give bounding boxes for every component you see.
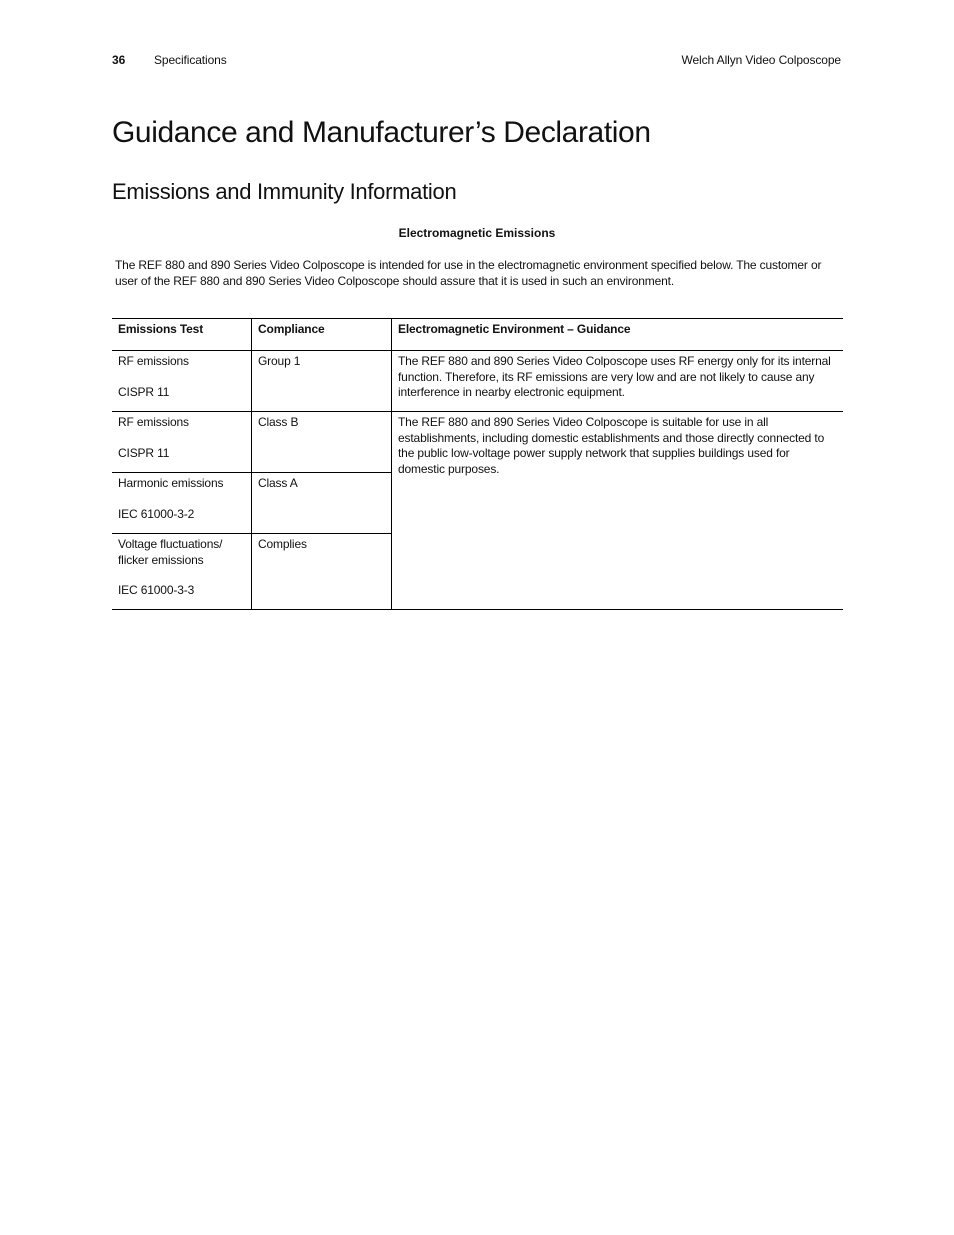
- compliance-cell: Group 1: [252, 351, 392, 412]
- test-name: RF emissions: [118, 354, 189, 368]
- emissions-test-cell: [112, 534, 252, 610]
- compliance-cell: Complies: [252, 534, 392, 610]
- column-header-guidance: Electromagnetic Environment – Guidance: [392, 319, 844, 351]
- section-name: Specifications: [154, 53, 227, 67]
- column-header-emissions-test: Emissions Test: [112, 319, 252, 351]
- page-title: Guidance and Manufacturer’s Declaration: [112, 116, 651, 149]
- product-name: Welch Allyn Video Colposcope: [681, 53, 841, 67]
- intro-paragraph: The REF 880 and 890 Series Video Colposcope is intended for use in the electromagnetic environment specified below. The customer or user of the REF 880 and 890 Series Video Colposcope should assure that it is used in such an environment.: [115, 258, 822, 288]
- test-standard: CISPR 11: [118, 384, 170, 399]
- emissions-test-cell: [112, 473, 252, 534]
- emissions-test-cell: [112, 412, 252, 473]
- test-standard: CISPR 11: [118, 445, 170, 460]
- compliance-cell: Class B: [252, 412, 392, 473]
- test-standard: IEC 61000-3-3: [118, 583, 195, 597]
- guidance-cell: The REF 880 and 890 Series Video Colposcope uses RF energy only for its internal function. Therefore, its RF emissions are very low and are not likely to cause any interference in nearby electronic equipment.: [392, 351, 844, 412]
- guidance-cell: The REF 880 and 890 Series Video Colposcope is suitable for use in all establishments, including domestic establishments and those directly connected to the public low-voltage power supply network that supplies buildings used for domestic purposes.: [392, 412, 844, 610]
- emissions-test-cell: [112, 351, 252, 412]
- emissions-table: [112, 318, 843, 610]
- page-number: 36: [112, 53, 126, 67]
- table-caption: Electromagnetic Emissions: [398, 226, 556, 240]
- test-name: Harmonic emissions: [118, 476, 224, 490]
- table-row: [112, 351, 843, 412]
- table-row: [112, 412, 843, 473]
- table-header-row: [112, 319, 843, 351]
- section-subtitle: Emissions and Immunity Information: [112, 179, 457, 204]
- test-name: Voltage fluctuations/ flicker emissions: [118, 537, 223, 567]
- test-standard: IEC 61000-3-2: [118, 506, 195, 521]
- compliance-cell: Class A: [252, 473, 392, 534]
- column-header-compliance: Compliance: [252, 319, 392, 351]
- test-name: RF emissions: [118, 415, 189, 429]
